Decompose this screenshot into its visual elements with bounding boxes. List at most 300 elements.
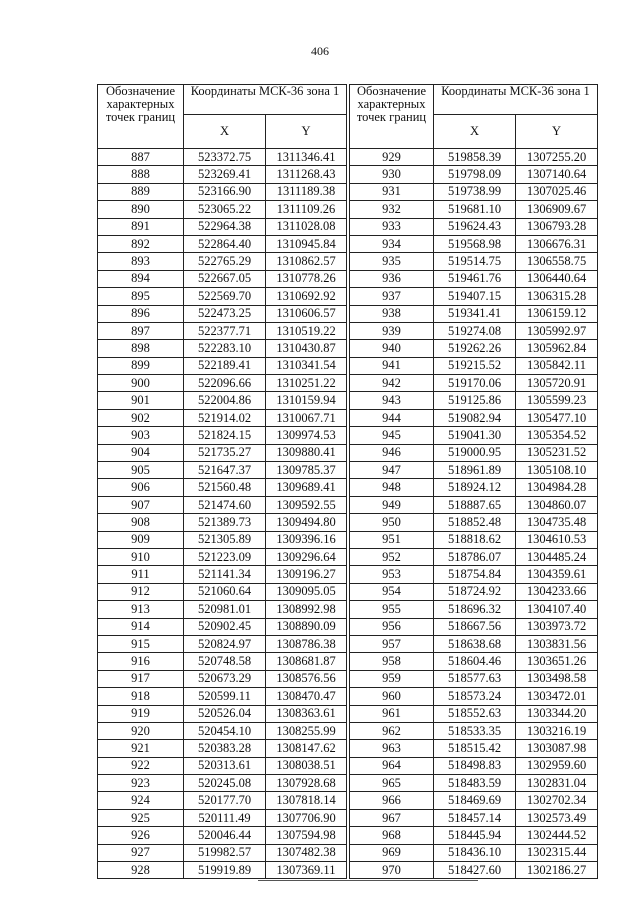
y-coordinate-cell: 1302444.52 xyxy=(516,827,598,844)
x-coordinate-cell: 520902.45 xyxy=(184,618,266,635)
table-row xyxy=(350,757,598,774)
scan-artifact-line xyxy=(258,880,478,881)
x-coordinate-cell: 521474.60 xyxy=(184,496,266,513)
table-row xyxy=(98,288,347,305)
x-coordinate-cell: 519982.57 xyxy=(184,844,266,861)
table-row xyxy=(350,862,598,879)
point-number-cell: 968 xyxy=(350,827,434,844)
x-coordinate-cell: 519125.86 xyxy=(434,392,516,409)
coord-system-header: Координаты МСК-36 зона 1 xyxy=(184,85,347,115)
point-number-cell: 925 xyxy=(98,809,184,826)
y-coordinate-cell: 1309095.05 xyxy=(266,583,347,600)
y-coordinate-cell: 1304860.07 xyxy=(516,496,598,513)
point-number-cell: 896 xyxy=(98,305,184,322)
y-coordinate-cell: 1308363.61 xyxy=(266,705,347,722)
table-row xyxy=(350,670,598,687)
table-row xyxy=(350,183,598,200)
table-row xyxy=(350,514,598,531)
point-number-cell: 906 xyxy=(98,479,184,496)
x-coordinate-cell: 522189.41 xyxy=(184,357,266,374)
table-row xyxy=(98,392,347,409)
table-row xyxy=(98,548,347,565)
table-row xyxy=(98,270,347,287)
y-coordinate-cell: 1303651.26 xyxy=(516,653,598,670)
y-coordinate-cell: 1306558.75 xyxy=(516,253,598,270)
point-number-cell: 970 xyxy=(350,862,434,879)
point-number-cell: 947 xyxy=(350,462,434,479)
page-number: 406 xyxy=(311,44,329,58)
x-coordinate-cell: 518786.07 xyxy=(434,548,516,565)
point-number-cell: 946 xyxy=(350,444,434,461)
table-row xyxy=(98,375,347,392)
x-coordinate-cell: 523166.90 xyxy=(184,183,266,200)
x-coordinate-cell: 518852.48 xyxy=(434,514,516,531)
point-number-cell: 965 xyxy=(350,775,434,792)
x-coordinate-cell: 522004.86 xyxy=(184,392,266,409)
x-coordinate-cell: 518924.12 xyxy=(434,479,516,496)
point-number-cell: 918 xyxy=(98,688,184,705)
y-coordinate-cell: 1311109.26 xyxy=(266,201,347,218)
point-number-cell: 904 xyxy=(98,444,184,461)
y-coordinate-cell: 1309880.41 xyxy=(266,444,347,461)
point-number-cell: 953 xyxy=(350,566,434,583)
x-coordinate-cell: 520673.29 xyxy=(184,670,266,687)
y-coordinate-cell: 1310067.71 xyxy=(266,409,347,426)
table-row xyxy=(350,688,598,705)
y-coordinate-cell: 1308147.62 xyxy=(266,740,347,757)
point-number-cell: 935 xyxy=(350,253,434,270)
point-number-cell: 888 xyxy=(98,166,184,183)
x-coordinate-cell: 520313.61 xyxy=(184,757,266,774)
point-number-cell: 908 xyxy=(98,514,184,531)
table-row xyxy=(98,688,347,705)
point-number-cell: 951 xyxy=(350,531,434,548)
x-coordinate-cell: 520599.11 xyxy=(184,688,266,705)
x-coordinate-cell: 518469.69 xyxy=(434,792,516,809)
table-row xyxy=(350,392,598,409)
point-number-cell: 966 xyxy=(350,792,434,809)
table-row xyxy=(98,740,347,757)
table-row xyxy=(98,670,347,687)
x-coordinate-cell: 519407.15 xyxy=(434,288,516,305)
y-coordinate-cell: 1307928.68 xyxy=(266,775,347,792)
x-coordinate-cell: 522569.70 xyxy=(184,288,266,305)
table-row xyxy=(350,775,598,792)
y-coordinate-cell: 1310606.57 xyxy=(266,305,347,322)
y-coordinate-cell: 1306440.64 xyxy=(516,270,598,287)
table-row xyxy=(98,305,347,322)
x-coordinate-cell: 519858.39 xyxy=(434,149,516,166)
y-coordinate-cell: 1307140.64 xyxy=(516,166,598,183)
y-coordinate-cell: 1309974.53 xyxy=(266,427,347,444)
y-coordinate-cell: 1308786.38 xyxy=(266,635,347,652)
point-number-cell: 938 xyxy=(350,305,434,322)
x-coordinate-cell: 518498.83 xyxy=(434,757,516,774)
point-number-cell: 915 xyxy=(98,635,184,652)
y-coordinate-cell: 1310251.22 xyxy=(266,375,347,392)
y-header: Y xyxy=(516,115,598,149)
table-row xyxy=(98,792,347,809)
x-coordinate-cell: 520748.58 xyxy=(184,653,266,670)
point-number-cell: 903 xyxy=(98,427,184,444)
point-number-cell: 945 xyxy=(350,427,434,444)
x-coordinate-cell: 518604.46 xyxy=(434,653,516,670)
table-row xyxy=(98,340,347,357)
point-number-cell: 952 xyxy=(350,548,434,565)
point-number-cell: 922 xyxy=(98,757,184,774)
x-coordinate-cell: 519798.09 xyxy=(434,166,516,183)
point-number-cell: 956 xyxy=(350,618,434,635)
y-coordinate-cell: 1302959.60 xyxy=(516,757,598,774)
point-number-cell: 899 xyxy=(98,357,184,374)
y-coordinate-cell: 1302831.04 xyxy=(516,775,598,792)
x-coordinate-cell: 520111.49 xyxy=(184,809,266,826)
table-row xyxy=(98,809,347,826)
y-coordinate-cell: 1310692.92 xyxy=(266,288,347,305)
table-row xyxy=(350,548,598,565)
table-row xyxy=(98,201,347,218)
point-number-cell: 897 xyxy=(98,322,184,339)
x-coordinate-cell: 520177.70 xyxy=(184,792,266,809)
table-row xyxy=(350,618,598,635)
y-coordinate-cell: 1305962.84 xyxy=(516,340,598,357)
y-coordinate-cell: 1304610.53 xyxy=(516,531,598,548)
x-coordinate-cell: 521305.89 xyxy=(184,531,266,548)
table-row xyxy=(98,705,347,722)
coord-system-header: Координаты МСК-36 зона 1 xyxy=(434,85,598,115)
y-coordinate-cell: 1309196.27 xyxy=(266,566,347,583)
point-number-cell: 894 xyxy=(98,270,184,287)
x-coordinate-cell: 518445.94 xyxy=(434,827,516,844)
x-coordinate-cell: 519000.95 xyxy=(434,444,516,461)
point-number-cell: 890 xyxy=(98,201,184,218)
x-coordinate-cell: 521647.37 xyxy=(184,462,266,479)
y-coordinate-cell: 1308992.98 xyxy=(266,601,347,618)
x-coordinate-cell: 519215.52 xyxy=(434,357,516,374)
table-row xyxy=(98,253,347,270)
table-row xyxy=(98,862,347,879)
y-coordinate-cell: 1305599.23 xyxy=(516,392,598,409)
table-row xyxy=(350,305,598,322)
x-coordinate-cell: 522283.10 xyxy=(184,340,266,357)
x-coordinate-cell: 521560.48 xyxy=(184,479,266,496)
y-coordinate-cell: 1303973.72 xyxy=(516,618,598,635)
table-row xyxy=(350,253,598,270)
x-coordinate-cell: 518887.65 xyxy=(434,496,516,513)
point-number-cell: 912 xyxy=(98,583,184,600)
point-number-cell: 907 xyxy=(98,496,184,513)
table-row xyxy=(350,827,598,844)
table-row xyxy=(350,427,598,444)
x-coordinate-cell: 518638.68 xyxy=(434,635,516,652)
x-coordinate-cell: 519624.43 xyxy=(434,218,516,235)
point-number-cell: 927 xyxy=(98,844,184,861)
x-coordinate-cell: 521141.34 xyxy=(184,566,266,583)
coordinates-table-left xyxy=(97,84,347,879)
y-coordinate-cell: 1303498.58 xyxy=(516,670,598,687)
y-coordinate-cell: 1307706.90 xyxy=(266,809,347,826)
point-number-cell: 936 xyxy=(350,270,434,287)
point-number-cell: 901 xyxy=(98,392,184,409)
point-number-cell: 924 xyxy=(98,792,184,809)
x-coordinate-cell: 521389.73 xyxy=(184,514,266,531)
point-number-cell: 939 xyxy=(350,322,434,339)
table-row xyxy=(98,479,347,496)
y-coordinate-cell: 1305108.10 xyxy=(516,462,598,479)
point-number-cell: 959 xyxy=(350,670,434,687)
y-coordinate-cell: 1305842.11 xyxy=(516,357,598,374)
y-coordinate-cell: 1303344.20 xyxy=(516,705,598,722)
table-row xyxy=(98,531,347,548)
y-coordinate-cell: 1308681.87 xyxy=(266,653,347,670)
point-number-cell: 931 xyxy=(350,183,434,200)
point-number-cell: 934 xyxy=(350,235,434,252)
y-coordinate-cell: 1307594.98 xyxy=(266,827,347,844)
table-row xyxy=(350,740,598,757)
x-coordinate-cell: 519041.30 xyxy=(434,427,516,444)
y-coordinate-cell: 1310159.94 xyxy=(266,392,347,409)
point-number-cell: 887 xyxy=(98,149,184,166)
point-number-cell: 929 xyxy=(350,149,434,166)
y-coordinate-cell: 1310945.84 xyxy=(266,235,347,252)
point-number-cell: 928 xyxy=(98,862,184,879)
table-row xyxy=(350,653,598,670)
x-coordinate-cell: 522377.71 xyxy=(184,322,266,339)
table-row xyxy=(350,235,598,252)
y-coordinate-cell: 1311189.38 xyxy=(266,183,347,200)
point-number-cell: 957 xyxy=(350,635,434,652)
y-coordinate-cell: 1308890.09 xyxy=(266,618,347,635)
point-number-cell: 898 xyxy=(98,340,184,357)
point-number-cell: 964 xyxy=(350,757,434,774)
y-coordinate-cell: 1305720.91 xyxy=(516,375,598,392)
y-coordinate-cell: 1305992.97 xyxy=(516,322,598,339)
point-number-cell: 937 xyxy=(350,288,434,305)
point-number-cell: 942 xyxy=(350,375,434,392)
table-row xyxy=(98,183,347,200)
point-label-header: Обозначение характерных точек границ xyxy=(350,85,434,149)
y-coordinate-cell: 1311028.08 xyxy=(266,218,347,235)
point-number-cell: 930 xyxy=(350,166,434,183)
point-number-cell: 892 xyxy=(98,235,184,252)
x-coordinate-cell: 518754.84 xyxy=(434,566,516,583)
y-coordinate-cell: 1310430.87 xyxy=(266,340,347,357)
table-row xyxy=(350,601,598,618)
table-row xyxy=(98,827,347,844)
x-coordinate-cell: 518457.14 xyxy=(434,809,516,826)
x-coordinate-cell: 518577.63 xyxy=(434,670,516,687)
table-row xyxy=(350,340,598,357)
x-coordinate-cell: 519568.98 xyxy=(434,235,516,252)
y-coordinate-cell: 1306676.31 xyxy=(516,235,598,252)
point-number-cell: 954 xyxy=(350,583,434,600)
y-coordinate-cell: 1307818.14 xyxy=(266,792,347,809)
table-row xyxy=(350,722,598,739)
y-coordinate-cell: 1303831.56 xyxy=(516,635,598,652)
x-coordinate-cell: 518961.89 xyxy=(434,462,516,479)
x-coordinate-cell: 521824.15 xyxy=(184,427,266,444)
x-coordinate-cell: 518515.42 xyxy=(434,740,516,757)
y-coordinate-cell: 1303087.98 xyxy=(516,740,598,757)
point-number-cell: 932 xyxy=(350,201,434,218)
point-number-cell: 961 xyxy=(350,705,434,722)
table-row xyxy=(98,427,347,444)
table-row xyxy=(98,601,347,618)
point-number-cell: 949 xyxy=(350,496,434,513)
y-coordinate-cell: 1306159.12 xyxy=(516,305,598,322)
point-number-cell: 911 xyxy=(98,566,184,583)
y-coordinate-cell: 1304984.28 xyxy=(516,479,598,496)
point-number-cell: 941 xyxy=(350,357,434,374)
table-row xyxy=(350,566,598,583)
x-coordinate-cell: 518436.10 xyxy=(434,844,516,861)
x-coordinate-cell: 521914.02 xyxy=(184,409,266,426)
point-number-cell: 914 xyxy=(98,618,184,635)
x-coordinate-cell: 523269.41 xyxy=(184,166,266,183)
y-coordinate-cell: 1311268.43 xyxy=(266,166,347,183)
x-coordinate-cell: 522667.05 xyxy=(184,270,266,287)
coordinates-table-right xyxy=(349,84,598,879)
point-number-cell: 960 xyxy=(350,688,434,705)
table-row xyxy=(350,444,598,461)
y-coordinate-cell: 1303216.19 xyxy=(516,722,598,739)
y-coordinate-cell: 1302573.49 xyxy=(516,809,598,826)
y-coordinate-cell: 1307369.11 xyxy=(266,862,347,879)
point-number-cell: 926 xyxy=(98,827,184,844)
table-row xyxy=(98,566,347,583)
point-number-cell: 923 xyxy=(98,775,184,792)
x-coordinate-cell: 518667.56 xyxy=(434,618,516,635)
point-number-cell: 913 xyxy=(98,601,184,618)
x-coordinate-cell: 519919.89 xyxy=(184,862,266,879)
x-header: X xyxy=(434,115,516,149)
table-row xyxy=(350,201,598,218)
y-coordinate-cell: 1305231.52 xyxy=(516,444,598,461)
x-coordinate-cell: 521735.27 xyxy=(184,444,266,461)
point-number-cell: 910 xyxy=(98,548,184,565)
y-coordinate-cell: 1310341.54 xyxy=(266,357,347,374)
table-row xyxy=(98,166,347,183)
y-coordinate-cell: 1306793.28 xyxy=(516,218,598,235)
table-row xyxy=(350,149,598,166)
y-coordinate-cell: 1307025.46 xyxy=(516,183,598,200)
y-coordinate-cell: 1302315.44 xyxy=(516,844,598,861)
table-row xyxy=(98,635,347,652)
point-number-cell: 900 xyxy=(98,375,184,392)
point-number-cell: 950 xyxy=(350,514,434,531)
y-coordinate-cell: 1308038.51 xyxy=(266,757,347,774)
point-number-cell: 895 xyxy=(98,288,184,305)
x-coordinate-cell: 521223.09 xyxy=(184,548,266,565)
x-coordinate-cell: 520824.97 xyxy=(184,635,266,652)
y-coordinate-cell: 1308576.56 xyxy=(266,670,347,687)
point-number-cell: 916 xyxy=(98,653,184,670)
table-row xyxy=(98,235,347,252)
point-number-cell: 917 xyxy=(98,670,184,687)
x-coordinate-cell: 519341.41 xyxy=(434,305,516,322)
x-coordinate-cell: 519262.26 xyxy=(434,340,516,357)
point-number-cell: 955 xyxy=(350,601,434,618)
table-row xyxy=(350,531,598,548)
table-row xyxy=(350,409,598,426)
point-number-cell: 920 xyxy=(98,722,184,739)
point-number-cell: 905 xyxy=(98,462,184,479)
x-coordinate-cell: 519514.75 xyxy=(434,253,516,270)
x-coordinate-cell: 519738.99 xyxy=(434,183,516,200)
y-coordinate-cell: 1311346.41 xyxy=(266,149,347,166)
y-coordinate-cell: 1309785.37 xyxy=(266,462,347,479)
y-coordinate-cell: 1308470.47 xyxy=(266,688,347,705)
x-coordinate-cell: 518483.59 xyxy=(434,775,516,792)
y-coordinate-cell: 1310778.26 xyxy=(266,270,347,287)
y-coordinate-cell: 1302702.34 xyxy=(516,792,598,809)
table-row xyxy=(350,844,598,861)
point-number-cell: 963 xyxy=(350,740,434,757)
table-row xyxy=(98,653,347,670)
x-coordinate-cell: 520383.28 xyxy=(184,740,266,757)
y-coordinate-cell: 1309296.64 xyxy=(266,548,347,565)
table-row xyxy=(98,357,347,374)
point-number-cell: 967 xyxy=(350,809,434,826)
table-row xyxy=(350,496,598,513)
x-coordinate-cell: 520526.04 xyxy=(184,705,266,722)
point-number-cell: 943 xyxy=(350,392,434,409)
point-number-cell: 962 xyxy=(350,722,434,739)
table-row xyxy=(350,792,598,809)
table-row xyxy=(350,462,598,479)
x-coordinate-cell: 519274.08 xyxy=(434,322,516,339)
table-row xyxy=(98,757,347,774)
y-coordinate-cell: 1308255.99 xyxy=(266,722,347,739)
y-coordinate-cell: 1305354.52 xyxy=(516,427,598,444)
x-header: X xyxy=(184,115,266,149)
table-row xyxy=(98,462,347,479)
point-number-cell: 948 xyxy=(350,479,434,496)
x-coordinate-cell: 519461.76 xyxy=(434,270,516,287)
x-coordinate-cell: 518533.35 xyxy=(434,722,516,739)
x-coordinate-cell: 520454.10 xyxy=(184,722,266,739)
y-coordinate-cell: 1307482.38 xyxy=(266,844,347,861)
table-row xyxy=(350,583,598,600)
point-number-cell: 919 xyxy=(98,705,184,722)
table-row xyxy=(350,705,598,722)
y-coordinate-cell: 1304735.48 xyxy=(516,514,598,531)
y-coordinate-cell: 1310519.22 xyxy=(266,322,347,339)
table-row xyxy=(98,583,347,600)
table-row xyxy=(350,218,598,235)
x-coordinate-cell: 521060.64 xyxy=(184,583,266,600)
x-coordinate-cell: 518552.63 xyxy=(434,705,516,722)
x-coordinate-cell: 520981.01 xyxy=(184,601,266,618)
table-row xyxy=(350,357,598,374)
point-number-cell: 921 xyxy=(98,740,184,757)
y-coordinate-cell: 1309494.80 xyxy=(266,514,347,531)
point-number-cell: 909 xyxy=(98,531,184,548)
y-coordinate-cell: 1304233.66 xyxy=(516,583,598,600)
x-coordinate-cell: 519170.06 xyxy=(434,375,516,392)
table-row xyxy=(98,844,347,861)
table-row xyxy=(350,809,598,826)
y-coordinate-cell: 1303472.01 xyxy=(516,688,598,705)
y-coordinate-cell: 1309396.16 xyxy=(266,531,347,548)
table-row xyxy=(98,149,347,166)
table-row xyxy=(98,514,347,531)
y-header: Y xyxy=(266,115,347,149)
x-coordinate-cell: 518696.32 xyxy=(434,601,516,618)
x-coordinate-cell: 520245.08 xyxy=(184,775,266,792)
table-row xyxy=(350,375,598,392)
y-coordinate-cell: 1310862.57 xyxy=(266,253,347,270)
